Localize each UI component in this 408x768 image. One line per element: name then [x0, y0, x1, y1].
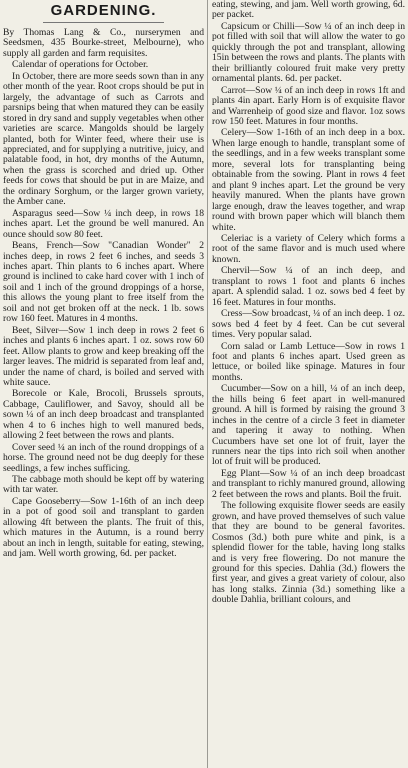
beet-paragraph: Beet, Silver—Sow 1 inch deep in rows 2 feet 6 inches and plants 6 inches apart. 1 oz. sows row 60 feet. Allow plants to grow and keep breaking off the larger leaves. The midrid is separated from leaf and, under the name of chard, is boiled and served with white sauce.: [3, 324, 204, 388]
cress-paragraph: Cress—Sow broadcast, ¼ of an inch deep. 1 oz. sows bed 4 feet by 4 feet. Can be cut several times. Very popular salad.: [212, 308, 405, 341]
celery-paragraph: Celery—Sow 1-16th of an inch deep in a box. When large enough to handle, transplant some of the seedlings, and in a few weeks transplant some more, several lots for transplanting being obtainable from the sowing. Plant in rows 4 feet and plant 9 inches apart. Let the ground be very heavily manured. When the plants have grown large enough, draw the leaves together, and wrap round with brown paper which will blanch them white.: [212, 127, 405, 233]
beans-paragraph: Beans, French—Sow "Canadian Wonder" 2 inches deep, in rows 2 feet 6 inches, and seeds 3 inches apart. Thin plants to 6 inches apart. Where ground is inclined to cake hard cover with 1 inch of soil and 1 inch of the ground droppings of a horse, this allows the young plant to free itself from the soil and not get broken off at the neck. 1 lb. sows row 160 feet. Matures in 4 months.: [3, 240, 204, 325]
flower-seeds-paragraph: The following exquisite flower seeds are easily grown, and have proved themselves of such value that they are bound to be general favorites. Cosmos (3d.) both pure white and pink, is a splendid flower for the table, having long stalks and is very free flowering. Do not manure the ground for this species. Dahlia (3d.) flowers the first year, and gives a great variety of colour, also has long stalks. Zinnia (3d.) something like a double Dahlia, brilliant colours, and: [212, 500, 405, 606]
asparagus-paragraph: Asparagus seed—Sow ¼ inch deep, in rows 18 inches apart. Let the ground be well manured. An ounce should sow 80 feet.: [3, 207, 204, 240]
carrot-paragraph: Carrot—Sow ¼ of an inch deep in rows 1ft and plants 4in apart. Early Horn is of exquisite flavor and Warrenheip of good size and flavor. 1oz sows row 150 feet. Matures in four months.: [212, 84, 405, 127]
calendar-heading: Calendar of operations for October.: [12, 59, 149, 71]
corn-salad-paragraph: Corn salad or Lamb Lettuce—Sow in rows 1 foot and plants 6 inches apart. Used green as lettuce, or boiled like spinage. Matures in four months.: [212, 340, 405, 383]
byline-paragraph: By Thomas Lang & Co., nurserymen and Seedsmen, 435 Bourke-street, Melbourne), who supply all garden and farm requisites.: [3, 27, 204, 59]
title-rule: [43, 22, 164, 23]
egg-plant-paragraph: Egg Plant—Sow ¼ of an inch deep broadcast and transplant to richly manured ground, allowing 2 feet between the rows and plants. Boil the fruit.: [212, 467, 405, 500]
cape-gooseberry-paragraph: Cape Gooseberry—Sow 1-16th of an inch deep in a pot of good soil and transplant to garden allowing 4ft between the plants. The fruit of this, which matures in the Autumn, is a round berry about an inch in length, suitable for eating, stewing, and jam. Well worth growing, 6d. per packet.: [3, 495, 204, 560]
right-column: [212, 0, 405, 607]
article-title: GARDENING.: [50, 2, 157, 19]
capsicum-paragraph: Capsicum or Chilli—Sow ¼ of an inch deep in pot filled with soil that will allow the water to go quickly through the pot and transplant, allowing 15in between the rows and plants. The plants with their brilliantly coloured fruit make very pretty ornamental plants. 6d. per packet.: [212, 20, 405, 85]
borecole-paragraph: Borecole or Kale, Brocoli, Brussels sprouts, Cabbage, Cauliflower, and Savoy, should all be sown ¼ of an inch deep broadcast and transplanted when 4 to 6 inches high to well manured beds, allowing 2 feet between the rows and plants.: [3, 388, 204, 442]
continued-paragraph: eating, stewing, and jam. Well worth growing, 6d. per packet.: [212, 0, 405, 21]
cover-seed-paragraph: Cover seed ¼ an inch of the round droppings of a horse. The ground need not be dug deeply for these seedlings, a few inches sufficing.: [3, 441, 204, 474]
left-column: [3, 0, 204, 561]
column-divider: [207, 0, 208, 768]
celeriac-paragraph: Celeriac is a variety of Celery which forms a root of the same flavor and is much used where known.: [212, 232, 405, 265]
intro-paragraph: In October, there are more seeds sown than in any other month of the year. Root crops should be put in largely, the advantage of such as Carrots and parsnips being that when matured they can be easily stored in dry sand and supply vegetables when other varieties are scarce. Mangolds should be largely planted, both for Winter feed, where their use is appreciated, and for supplying a nutritive, juicy, and palatable food, in hot, dry months of the Autumn, when the grass is scorched and dried up. Other feeds for cows that should be put in are Maize, and the ordinary Sorghum, or the larger grown variety, the Amber cane.: [3, 70, 204, 208]
chervil-paragraph: Chervil—Sow ¼ of an inch deep, and transplant to rows 1 foot and plants 6 inches apart. A splendid salad. 1 oz. sows bed 4 feet by 16 feet. Matures in four months.: [212, 265, 405, 308]
cabbage-moth-paragraph: The cabbage moth should be kept off by watering with tar water.: [3, 474, 204, 496]
cucumber-paragraph: Cucumber—Sow on a hill, ¼ of an inch deep, the hills being 6 feet apart in well-manured ground. A hill is formed by raising the ground 3 inches in the centre of a circle 3 feet in diameter and tapering it away to nothing. When Cucumbers have set one lot of fruit, layer the runners near the tips into rich soil when another lot of fruit will be produced.: [212, 383, 405, 468]
